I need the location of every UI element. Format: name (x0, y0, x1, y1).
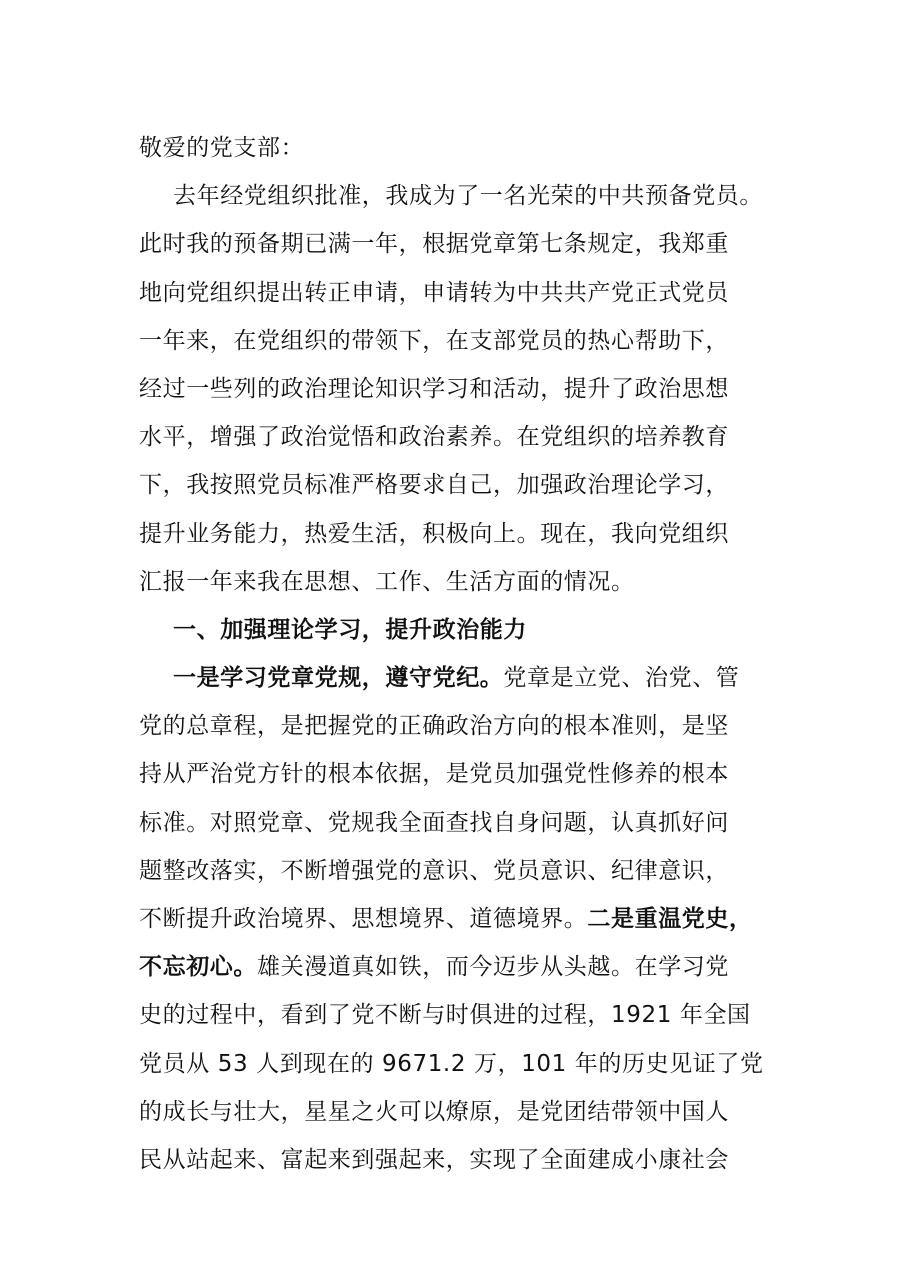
paragraph-line: 提升业务能力，热爱生活，积极向上。现在，我向党组织 (139, 520, 729, 547)
paragraph-line (139, 943, 789, 991)
paragraph-line: 史的过程中，看到了党不断与时俱进的过程，1921 年全国 (139, 1002, 751, 1029)
paragraph-line: 题整改落实，不断增强党的意识、党员意识、纪律意识， (139, 857, 729, 884)
document-body (139, 124, 789, 1184)
paragraph-line (139, 654, 789, 702)
paragraph-line (139, 895, 789, 943)
paragraph-line: 党员从 53 人到现在的 9671.2 万，101 年的历史见证了党 (139, 1050, 764, 1077)
point-one-heading: 一是学习党章党规，遵守党纪。 (173, 665, 504, 692)
paragraph-line: 地向党组织提出转正申请，申请转为中共共产党正式党员 (139, 279, 729, 306)
paragraph-line: 民从站起来、富起来到强起来，实现了全面建成小康社会 (139, 1146, 729, 1173)
paragraph-line: 标准。对照党章、党规我全面查找自身问题，认真抓好问 (139, 809, 729, 836)
paragraph-line: 一年来，在党组织的带领下，在支部党员的热心帮助下， (139, 327, 729, 354)
paragraph-line: 持从严治党方针的根本依据，是党员加强党性修养的根本 (139, 761, 729, 788)
paragraph-line: 的成长与壮大，星星之火可以燎原，是党团结带领中国人 (139, 1098, 729, 1125)
paragraph-line: 此时我的预备期已满一年，根据党章第七条规定，我郑重 (139, 231, 729, 258)
paragraph-line: 去年经党组织批准，我成为了一名光荣的中共预备党员。 (173, 183, 763, 210)
paragraph-text: 党章是立党、治党、管 (503, 665, 740, 692)
paragraph-line: 党的总章程，是把握党的正确政治方向的根本准则，是坚 (139, 713, 729, 740)
salutation: 敬爱的党支部： (139, 135, 305, 161)
point-two-heading: 二是重温党史， (587, 906, 753, 932)
point-two-heading-cont: 不忘初心。 (139, 954, 257, 981)
paragraph-text: 不断提升政治境界、思想境界、道德境界。 (139, 906, 588, 932)
paragraph-line: 汇报一年来我在思想、工作、生活方面的情况。 (139, 568, 635, 595)
paragraph-line: 经过一些列的政治理论知识学习和活动，提升了政治思想 (139, 375, 729, 402)
paragraph-line: 下，我按照党员标准严格要求自己，加强政治理论学习， (139, 472, 729, 499)
paragraph-text: 雄关漫道真如铁，而今迈步从头越。在学习党 (257, 954, 729, 981)
paragraph-line: 水平，增强了政治觉悟和政治素养。在党组织的培养教育 (139, 424, 729, 451)
section-heading: 一、加强理论学习，提升政治能力 (173, 616, 527, 643)
